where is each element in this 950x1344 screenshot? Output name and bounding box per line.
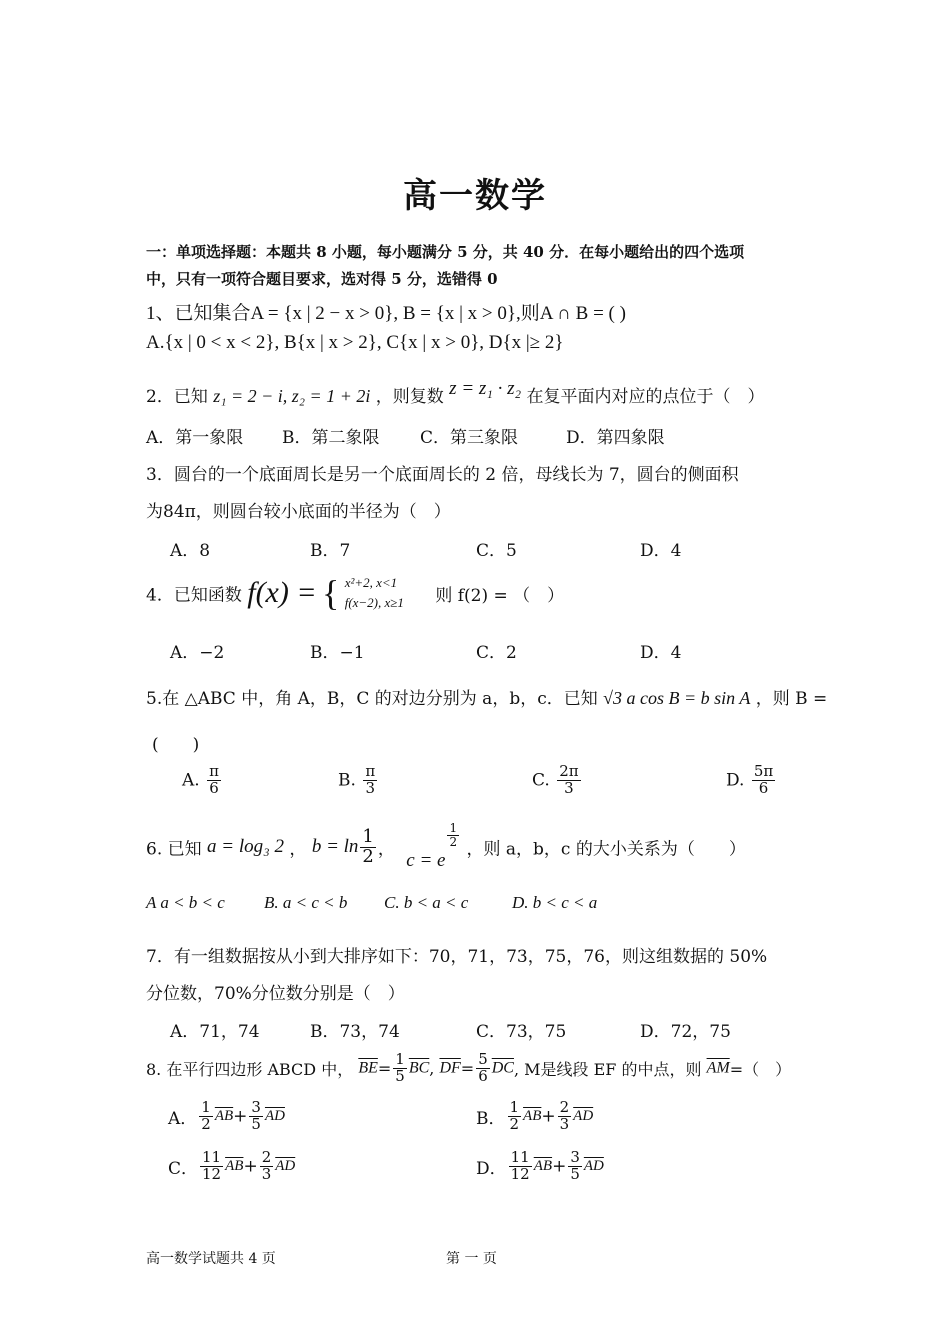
q7-option-d[interactable]: D．72，75 [640, 1022, 731, 1042]
q4-prefix: 4．已知函数 [146, 585, 242, 606]
q6-c-prefix: c = e [406, 849, 446, 871]
q8-suffix: =（ ） [729, 1059, 792, 1079]
q5-option-c-num: 2π [559, 762, 579, 780]
q8-option-a-label: A． [168, 1108, 198, 1129]
q4-fx: f(x) = [247, 576, 317, 609]
q5-option-c-den: 3 [564, 778, 574, 797]
q6-stem: 6. 已知 a = log₃ 2 ， b = ln $\frac{1}{2}$ ， c = e $\frac{1}{2}$ ，则 a，b，c 的大小关系为（ ） [146, 821, 746, 871]
q8-option-b-d1: 2 [509, 1114, 520, 1133]
q8-option-b-n2: 2 [559, 1098, 570, 1116]
q8-option-d-label: D． [476, 1158, 507, 1179]
q8-frac2-den: 6 [478, 1066, 488, 1085]
q3-option-b[interactable]: B．7 [310, 541, 351, 561]
q4-cases [345, 573, 404, 613]
q5-option-d[interactable] [726, 764, 777, 797]
q4-option-b[interactable]: B．−1 [310, 643, 365, 663]
q8-option-c-ab: $\overline{AB}$ [225, 1157, 244, 1174]
page-title: 高一数学 [403, 176, 547, 216]
section-instructions-line2: 中，只有一项符合题目要求，选对得 5 分，选错得 0 [146, 270, 498, 288]
q8-option-c-n1: 11 [202, 1148, 222, 1166]
q8-option-d-plus: + [552, 1156, 567, 1177]
q8-option-b-n1: 1 [509, 1098, 520, 1116]
q8-option-a-ad: $\overline{AD}$ [264, 1107, 285, 1124]
q4-option-c[interactable]: C．2 [476, 643, 517, 663]
q8-vec-dc: $\overline{DC}$ [491, 1059, 514, 1077]
q4-case2: f(x−2), x≥1 [344, 595, 404, 610]
q6-prefix: 6. 已知 [146, 839, 202, 860]
q8-option-d-d1: 12 [510, 1164, 530, 1183]
q8-option-b-plus: + [541, 1106, 556, 1127]
q7-line1: 7．有一组数据按从小到大排序如下：70，71，73，75，76，则这组数据的 50% [146, 947, 768, 967]
q5-paren: ( ) [152, 735, 200, 755]
footer-page-number: 第 一 页 [446, 1251, 497, 1267]
q8-frac1-den: 5 [395, 1066, 405, 1085]
q6-option-a[interactable]: A a < b < c [146, 893, 225, 912]
q5-option-d-den: 6 [758, 778, 769, 797]
q2-expr2: z = z₁ · z₂ [449, 378, 522, 399]
q8-vec-am: $\overline{AM}$ [706, 1059, 730, 1077]
q7-option-b[interactable]: B．73，74 [310, 1022, 400, 1042]
q7-option-c[interactable]: C．73，75 [476, 1022, 567, 1042]
q6-c-den: 2 [449, 834, 458, 849]
q5-option-b-label: B. [338, 770, 356, 791]
q8-option-a-n2: 3 [251, 1098, 261, 1116]
q8-option-b-ad: $\overline{AD}$ [573, 1107, 594, 1124]
q8-option-d-d2: 5 [570, 1164, 580, 1183]
q8-option-a-plus: + [233, 1106, 248, 1127]
q3-option-c[interactable]: C．5 [476, 541, 517, 561]
q5-option-a-num: π [209, 762, 219, 780]
q6-suffix: ，则 a，b，c 的大小关系为（ ） [466, 839, 746, 860]
q8-option-d-ad: $\overline{AD}$ [583, 1157, 604, 1174]
q1-text: 1、已知集合A = {x | 2 − x > 0}, B = {x | x > 0},则A ∩ B = ( ) [146, 303, 626, 324]
q6-b-num: 1 [362, 825, 374, 847]
q5-option-d-label: D. [726, 770, 745, 791]
q8-option-d[interactable] [476, 1150, 604, 1183]
q2-stem [146, 378, 765, 408]
q6-option-b[interactable]: B. a < c < b [264, 893, 348, 912]
q8-option-a-n1: 1 [201, 1098, 211, 1116]
q8-stem: 8. 在平行四边形 ABCD 中， $\overline{BE}=$ $\frac{1}{5}$ $\overline{BC}$, $\overline{DF}=$ $\frac{5}{6}$ $\overline{DC}$, M是线段 EF 的中点，则 $\overline{AM}=$（ ） [146, 1050, 792, 1085]
q3-line2: 为84π，则圆台较小底面的半径为（ ） [146, 502, 451, 522]
q5-option-b-num: π [365, 762, 376, 780]
q2-prefix: 2．已知 [146, 387, 208, 407]
q2-suffix: 在复平面内对应的点位于（ ） [526, 387, 765, 407]
q6-option-c[interactable]: C. b < a < c [384, 893, 469, 912]
q8-option-c-plus: + [243, 1156, 258, 1177]
q8-option-c-d1: 12 [202, 1164, 222, 1183]
q8-vec-df: $\overline{DF}$ [439, 1059, 461, 1077]
q6-c-num: 1 [449, 821, 458, 835]
q7-option-a[interactable]: A．71，74 [170, 1022, 260, 1042]
q5-text-a: 5.在 △ABC 中，角 A，B，C 的对边分别为 a，b，c．已知 [146, 689, 598, 709]
q8-frac1-num: 1 [395, 1050, 405, 1068]
q3-option-d[interactable]: D．4 [640, 541, 682, 561]
q8-option-c-ad: $\overline{AD}$ [275, 1157, 296, 1174]
q1-options: A.{x | 0 < x < 2}, B{x | x > 2}, C{x | x > 0}, D{x |≥ 2} [146, 332, 564, 353]
q5-option-b[interactable] [338, 764, 379, 797]
q6-b-prefix: b = ln [311, 836, 359, 858]
q6-b-den: 2 [362, 845, 374, 867]
q5-option-d-num: 5π [753, 762, 774, 780]
q8-option-d-n2: 3 [570, 1148, 580, 1166]
q8-prefix: 8. 在平行四边形 ABCD 中， [146, 1059, 354, 1079]
q4-option-a[interactable]: A．−2 [170, 643, 225, 663]
q8-option-a-ab: $\overline{AB}$ [214, 1107, 234, 1124]
q8-option-c[interactable] [168, 1150, 295, 1183]
q8-option-a-d1: 2 [201, 1114, 211, 1133]
q8-option-c-d2: 3 [261, 1164, 272, 1183]
q4-option-d[interactable]: D．4 [640, 643, 682, 663]
q8-vec-be: $\overline{BE}$ [358, 1059, 378, 1077]
q5-condition: √3 a cos B = b sin A [603, 688, 751, 708]
q8-option-b[interactable] [476, 1100, 593, 1133]
q2-option-b[interactable]: B．第二象限 [282, 428, 380, 448]
footer-page-count: 高一数学试题共 4 页 [146, 1251, 276, 1267]
q8-option-d-ab: $\overline{AB}$ [533, 1157, 553, 1174]
q4-stem [146, 572, 564, 624]
q8-frac2-num: 5 [478, 1050, 488, 1068]
section-instructions-line1: 一：单项选择题：本题共 8 小题，每小题满分 5 分，共 40 分．在每小题给出的四个选项 [146, 243, 745, 261]
q6-option-d[interactable]: D. b < c < a [512, 893, 598, 912]
q2-expr: z₁ = 2 − i, z₂ = 1 + 2i [213, 386, 371, 406]
q4-case1: x²+2, x<1 [344, 575, 398, 590]
q8-option-a[interactable] [168, 1100, 285, 1133]
q8-option-a-d2: 5 [251, 1114, 261, 1133]
q2-mid: ，则复数 [375, 387, 444, 407]
q5-option-a[interactable] [182, 764, 223, 797]
q3-option-a[interactable]: A．8 [170, 541, 211, 561]
q8-vec-bc: $\overline{BC}$ [408, 1059, 430, 1077]
q8-option-c-label: C． [168, 1158, 199, 1179]
q7-line2: 分位数，70%分位数分别是（ ） [146, 984, 405, 1004]
q8-mid: , M是线段 EF 的中点，则 [513, 1059, 702, 1079]
q8-option-b-ab: $\overline{AB}$ [523, 1107, 542, 1124]
q8-option-c-n2: 2 [261, 1148, 272, 1166]
q8-option-d-n1: 11 [510, 1148, 530, 1166]
q5-option-a-label: A. [182, 770, 200, 791]
q8-option-b-d2: 3 [559, 1114, 570, 1133]
q5-option-b-den: 3 [365, 778, 376, 797]
q2-option-c[interactable]: C．第三象限 [420, 428, 519, 448]
q4-suffix: 则 f(2) = （ ） [435, 585, 565, 606]
q5-text-b: ，则 B = [755, 689, 828, 709]
q2-option-a[interactable]: A．第一象限 [146, 428, 244, 448]
q5-option-c[interactable] [532, 764, 583, 797]
q6-a: a = log₃ 2 [207, 836, 284, 858]
q5-option-c-label: C. [532, 770, 550, 791]
q2-option-d[interactable]: D．第四象限 [566, 428, 665, 448]
q8-option-b-label: B． [476, 1108, 506, 1129]
q5-stem [146, 684, 827, 709]
q5-option-a-den: 6 [209, 778, 219, 797]
q4-brace: { [322, 573, 340, 613]
q3-line1: 3．圆台的一个底面周长是另一个底面周长的 2 倍，母线长为 7，圆台的侧面积 [146, 465, 739, 485]
